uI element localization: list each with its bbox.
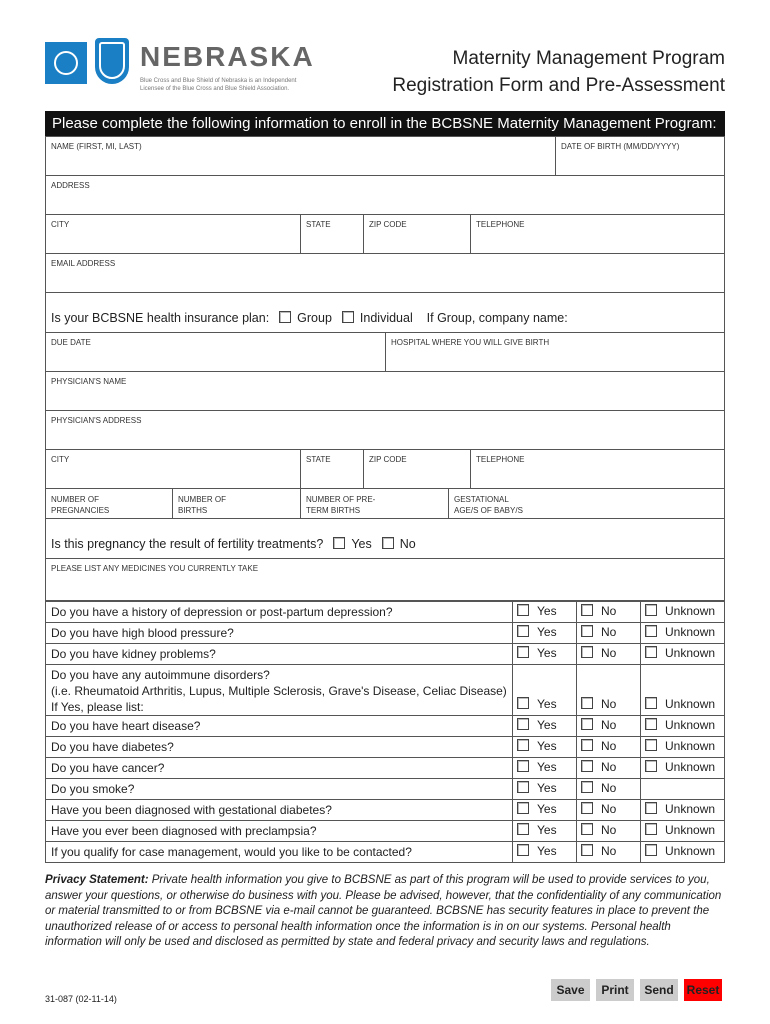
answer-unknown-option [640, 778, 725, 800]
question-row [45, 622, 513, 644]
answer-yes-option[interactable] [512, 799, 577, 821]
state-field[interactable] [300, 214, 364, 254]
gestational-label: GESTATIONAL AGE/S OF BABY/S [454, 495, 523, 515]
physician-address-label: PHYSICIAN'S ADDRESS [51, 416, 142, 425]
no-label: No [601, 760, 617, 774]
title-line-2: Registration Form and Pre-Assessment [392, 75, 725, 96]
physician-state-field[interactable] [300, 449, 364, 489]
address-field[interactable] [45, 175, 725, 215]
name-field[interactable] [45, 136, 556, 176]
unknown-checkbox[interactable] [645, 697, 657, 709]
no-label: No [601, 646, 617, 660]
answer-unknown-option[interactable] [640, 601, 725, 623]
answer-unknown-option[interactable] [640, 820, 725, 842]
answer-yes-option[interactable] [512, 820, 577, 842]
physician-address-field[interactable] [45, 410, 725, 450]
unknown-label: Unknown [665, 844, 716, 858]
answer-no-option[interactable] [576, 715, 641, 737]
telephone-label: TELEPHONE [476, 220, 525, 229]
yes-checkbox[interactable] [517, 844, 529, 856]
question-text: Do you have kidney problems? [51, 647, 216, 661]
answer-no-option[interactable] [576, 799, 641, 821]
question-text: If Yes, please list: [51, 700, 144, 714]
answer-no-option[interactable] [576, 664, 641, 716]
group-checkbox[interactable] [279, 311, 291, 323]
question-row [45, 799, 513, 821]
state-label: STATE [306, 220, 331, 229]
telephone-field[interactable] [470, 214, 725, 254]
dob-field[interactable] [555, 136, 725, 176]
question-row [45, 643, 513, 665]
send-button[interactable]: Send [640, 979, 678, 1001]
question-text: Do you have high blood pressure? [51, 626, 234, 640]
name-label: NAME (FIRST, MI, LAST) [51, 142, 142, 151]
yes-checkbox[interactable] [517, 802, 529, 814]
hospital-field[interactable] [385, 332, 725, 372]
no-checkbox[interactable] [581, 625, 593, 637]
city-label: CITY [51, 220, 70, 229]
no-label: No [601, 604, 617, 618]
preterm-field[interactable] [300, 488, 449, 519]
medicines-label: PLEASE LIST ANY MEDICINES YOU CURRENTLY TAKE [51, 564, 259, 573]
answer-yes-option[interactable] [512, 601, 577, 623]
yes-label: Yes [537, 823, 557, 837]
intro-bar: Please complete the following information to enroll in the BCBSNE Maternity Management Program: [45, 111, 725, 136]
fertility-question: Is this pregnancy the result of fertility treatments? [51, 537, 324, 551]
unknown-label: Unknown [665, 604, 716, 618]
unknown-label: Unknown [665, 739, 716, 753]
answer-no-option[interactable] [576, 757, 641, 779]
physician-telephone-field[interactable] [470, 449, 725, 489]
unknown-label: Unknown [665, 760, 716, 774]
births-field[interactable] [172, 488, 301, 519]
answer-unknown-option[interactable] [640, 664, 725, 716]
question-row [45, 820, 513, 842]
question-text: Do you have cancer? [51, 761, 165, 775]
yes-checkbox[interactable] [517, 718, 529, 730]
title-line-1: Maternity Management Program [452, 48, 725, 69]
yes-checkbox[interactable] [517, 739, 529, 751]
company-name-label: If Group, company name: [426, 311, 568, 325]
births-label: NUMBER OF BIRTHS [178, 495, 226, 515]
blue-cross-logo-icon [45, 42, 87, 84]
answer-yes-option[interactable] [512, 664, 577, 716]
pregnancies-label: NUMBER OF PREGNANCIES [51, 495, 110, 515]
question-row [45, 715, 513, 737]
no-checkbox[interactable] [581, 781, 593, 793]
answer-no-option[interactable] [576, 601, 641, 623]
no-checkbox[interactable] [581, 604, 593, 616]
individual-checkbox[interactable] [342, 311, 354, 323]
question-text: If you qualify for case management, would you like to be contacted? [51, 845, 412, 859]
preterm-label: NUMBER OF PRE-TERM BIRTHS [306, 495, 376, 515]
gestational-field[interactable] [448, 488, 725, 519]
fertility-yes-label: Yes [351, 537, 372, 551]
yes-checkbox[interactable] [517, 760, 529, 772]
answer-unknown-option[interactable] [640, 841, 725, 863]
plan-row [45, 292, 725, 333]
no-label: No [601, 802, 617, 816]
no-checkbox[interactable] [581, 697, 593, 709]
unknown-checkbox[interactable] [645, 625, 657, 637]
no-label: No [601, 823, 617, 837]
no-label: No [601, 781, 617, 795]
answer-no-option[interactable] [576, 841, 641, 863]
question-text: Do you have heart disease? [51, 719, 201, 733]
no-label: No [601, 718, 617, 732]
no-checkbox[interactable] [581, 760, 593, 772]
yes-label: Yes [537, 718, 557, 732]
zip-label: ZIP CODE [369, 455, 407, 464]
answer-unknown-option[interactable] [640, 715, 725, 737]
question-row [45, 778, 513, 800]
yes-checkbox[interactable] [517, 625, 529, 637]
answer-unknown-option[interactable] [640, 757, 725, 779]
answer-yes-option[interactable] [512, 736, 577, 758]
form-number: 31-087 (02-11-14) [45, 994, 117, 1004]
answer-no-option[interactable] [576, 820, 641, 842]
blue-shield-logo-icon [95, 38, 129, 84]
fertility-yes-checkbox[interactable] [333, 537, 345, 549]
no-checkbox[interactable] [581, 718, 593, 730]
unknown-label: Unknown [665, 697, 716, 711]
fertility-no-checkbox[interactable] [382, 537, 394, 549]
physician-city-field[interactable] [45, 449, 301, 489]
yes-checkbox[interactable] [517, 604, 529, 616]
answer-no-option[interactable] [576, 643, 641, 665]
zip-field[interactable] [363, 214, 471, 254]
due-date-label: DUE DATE [51, 338, 91, 347]
yes-label: Yes [537, 697, 557, 711]
fertility-no-label: No [399, 537, 416, 551]
unknown-label: Unknown [665, 625, 716, 639]
yes-label: Yes [537, 802, 557, 816]
unknown-label: Unknown [665, 823, 716, 837]
question-row [45, 664, 513, 716]
answer-no-option[interactable] [576, 622, 641, 644]
privacy-text: Private health information you give to BCBSNE as part of this program will be used to provide services to you, answer your questions, or otherwise do business with you. Please be advised, however, that the confidentiality of any communication or material transmitted to or from BCBSNE via e-mail cannot be guaranteed. BCBSNE has security features in place to prevent the unauthorized release of or access to personal health information once the information is in on our systems. Personal health information will only be used and disclosed as permitted by state and federal privacy and security laws and regulations. [45, 874, 722, 948]
state-label: STATE [306, 455, 331, 464]
answer-unknown-option[interactable] [640, 622, 725, 644]
unknown-checkbox[interactable] [645, 739, 657, 751]
unknown-checkbox[interactable] [645, 802, 657, 814]
no-label: No [601, 739, 617, 753]
email-label: EMAIL ADDRESS [51, 259, 116, 268]
no-checkbox[interactable] [581, 802, 593, 814]
question-text: Have you ever been diagnosed with preclampsia? [51, 824, 317, 838]
yes-checkbox[interactable] [517, 697, 529, 709]
yes-label: Yes [537, 760, 557, 774]
no-label: No [601, 844, 617, 858]
due-date-field[interactable] [45, 332, 386, 372]
fertility-row [45, 518, 725, 559]
question-row [45, 736, 513, 758]
pregnancies-field[interactable] [45, 488, 173, 519]
unknown-checkbox[interactable] [645, 760, 657, 772]
answer-no-option[interactable] [576, 736, 641, 758]
no-checkbox[interactable] [581, 646, 593, 658]
print-button[interactable]: Print [596, 979, 634, 1001]
zip-label: ZIP CODE [369, 220, 407, 229]
answer-yes-option[interactable] [512, 622, 577, 644]
email-field[interactable] [45, 253, 725, 293]
yes-label: Yes [537, 604, 557, 618]
question-text: Do you have diabetes? [51, 740, 174, 754]
answer-yes-option[interactable] [512, 715, 577, 737]
page-title [392, 45, 725, 99]
physician-name-field[interactable] [45, 371, 725, 411]
unknown-label: Unknown [665, 646, 716, 660]
answer-yes-option[interactable] [512, 757, 577, 779]
unknown-checkbox[interactable] [645, 646, 657, 658]
no-checkbox[interactable] [581, 739, 593, 751]
hospital-label: HOSPITAL WHERE YOU WILL GIVE BIRTH [391, 338, 550, 347]
answer-unknown-option[interactable] [640, 799, 725, 821]
medicines-field[interactable] [45, 558, 725, 601]
telephone-label: TELEPHONE [476, 455, 525, 464]
privacy-statement [45, 873, 727, 951]
answer-yes-option[interactable] [512, 841, 577, 863]
no-checkbox[interactable] [581, 844, 593, 856]
plan-question: Is your BCBSNE health insurance plan: [51, 311, 270, 325]
unknown-checkbox[interactable] [645, 823, 657, 835]
reset-button[interactable]: Reset [684, 979, 722, 1001]
question-row [45, 841, 513, 863]
individual-label: Individual [359, 311, 413, 325]
city-label: CITY [51, 455, 70, 464]
yes-label: Yes [537, 844, 557, 858]
brand-subtitle: Blue Cross and Blue Shield of Nebraska is an Independent Licensee of the Blue Cross and Blue Shield Association. [140, 78, 297, 92]
question-text: Have you been diagnosed with gestational diabetes? [51, 803, 332, 817]
yes-checkbox[interactable] [517, 646, 529, 658]
answer-unknown-option[interactable] [640, 736, 725, 758]
unknown-label: Unknown [665, 718, 716, 732]
group-label: Group [297, 311, 332, 325]
yes-label: Yes [537, 646, 557, 660]
brand-name: NEBRASKA [140, 41, 315, 72]
unknown-label: Unknown [665, 802, 716, 816]
yes-checkbox[interactable] [517, 823, 529, 835]
question-row [45, 757, 513, 779]
yes-label: Yes [537, 739, 557, 753]
answer-unknown-option[interactable] [640, 643, 725, 665]
unknown-checkbox[interactable] [645, 604, 657, 616]
question-row [45, 601, 513, 623]
unknown-checkbox[interactable] [645, 844, 657, 856]
question-text: Do you smoke? [51, 782, 135, 796]
physician-name-label: PHYSICIAN'S NAME [51, 377, 127, 386]
question-text: (i.e. Rheumatoid Arthritis, Lupus, Multiple Sclerosis, Grave's Disease, Celiac Disease) [51, 684, 507, 698]
yes-label: Yes [537, 625, 557, 639]
no-label: No [601, 625, 617, 639]
question-text: Do you have a history of depression or post-partum depression? [51, 605, 393, 619]
question-text: Do you have any autoimmune disorders? [51, 668, 270, 682]
physician-zip-field[interactable] [363, 449, 471, 489]
answer-yes-option[interactable] [512, 643, 577, 665]
answer-yes-option[interactable] [512, 778, 577, 800]
address-label: ADDRESS [51, 181, 90, 190]
no-label: No [601, 697, 617, 711]
yes-checkbox[interactable] [517, 781, 529, 793]
yes-label: Yes [537, 781, 557, 795]
save-button[interactable]: Save [551, 979, 590, 1001]
unknown-checkbox[interactable] [645, 718, 657, 730]
privacy-label: Privacy Statement: [45, 874, 149, 886]
no-checkbox[interactable] [581, 823, 593, 835]
dob-label: DATE OF BIRTH (MM/DD/YYYY) [561, 142, 680, 151]
answer-no-option[interactable] [576, 778, 641, 800]
city-field[interactable] [45, 214, 301, 254]
